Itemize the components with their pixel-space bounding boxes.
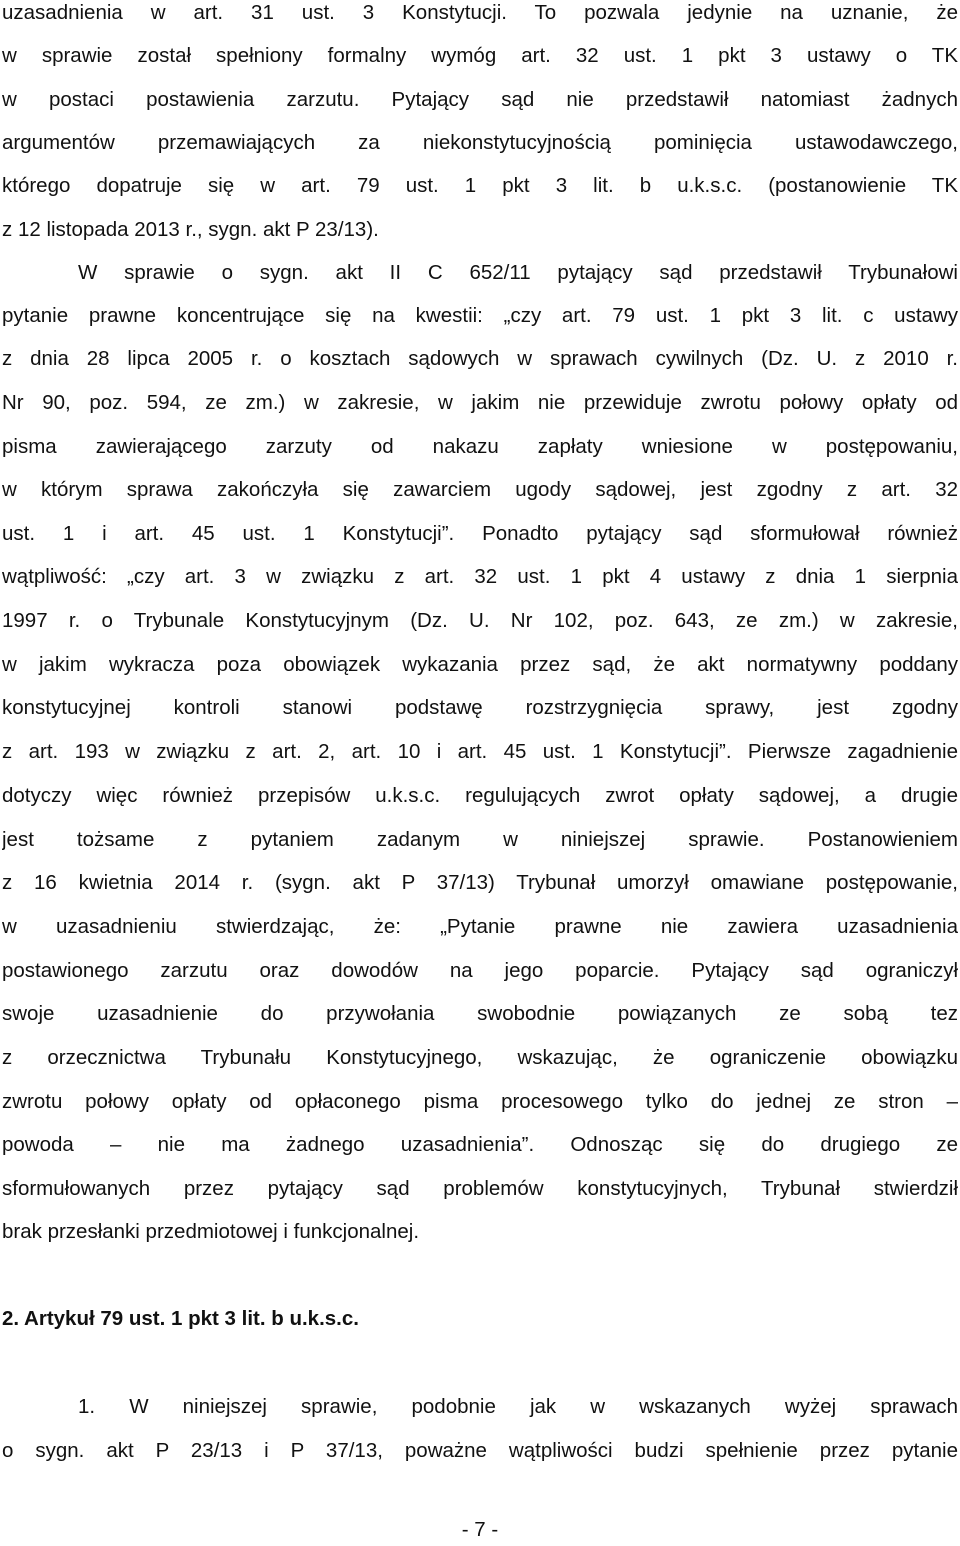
text-line: z art. 193 w związku z art. 2, art. 10 i art. 45 ust. 1 Konstytucji”. Pierwsze zagadnienie	[2, 740, 958, 763]
text-line: pisma zawierającego zarzuty od nakazu zapłaty wniesione w postępowaniu,	[2, 435, 958, 458]
text-line: swoje uzasadnienie do przywołania swobodnie powiązanych ze sobą tez	[2, 1002, 958, 1025]
text-line: z orzecznictwa Trybunału Konstytucyjnego, wskazując, że ograniczenie obowiązku	[2, 1046, 958, 1069]
text-line: dotyczy więc również przepisów u.k.s.c. regulujących zwrot opłaty sądowej, a drugie	[2, 784, 958, 807]
page-number: - 7 -	[461, 1518, 499, 1541]
text-line: z 16 kwietnia 2014 r. (sygn. akt P 37/13) Trybunał umorzył omawiane postępowanie,	[2, 871, 958, 894]
text-line: z 12 listopada 2013 r., sygn. akt P 23/13).	[2, 218, 379, 241]
text-line: z dnia 28 lipca 2005 r. o kosztach sądowych w sprawach cywilnych (Dz. U. z 2010 r.	[2, 347, 958, 370]
text-line: w sprawie został spełniony formalny wymóg art. 32 ust. 1 pkt 3 ustawy o TK	[2, 44, 958, 67]
text-line: postawionego zarzutu oraz dowodów na jego poparcie. Pytający sąd ograniczył	[2, 959, 958, 982]
text-line: pytanie prawne koncentrujące się na kwestii: „czy art. 79 ust. 1 pkt 3 lit. c ustawy	[2, 304, 958, 327]
text-line: konstytucyjnej kontroli stanowi podstawę rozstrzygnięcia sprawy, jest zgodny	[2, 696, 958, 719]
section-heading: 2. Artykuł 79 ust. 1 pkt 3 lit. b u.k.s.c.	[2, 1307, 359, 1330]
text-line: 1. W niniejszej sprawie, podobnie jak w wskazanych wyżej sprawach	[78, 1395, 958, 1418]
text-line: powoda – nie ma żadnego uzasadnienia”. Odnosząc się do drugiego ze	[2, 1133, 958, 1156]
text-line: 1997 r. o Trybunale Konstytucyjnym (Dz. U. Nr 102, poz. 643, ze zm.) w zakresie,	[2, 609, 958, 632]
text-line: brak przesłanki przedmiotowej i funkcjonalnej.	[2, 1220, 420, 1243]
text-line: jest tożsame z pytaniem zadanym w niniejszej sprawie. Postanowieniem	[2, 828, 958, 851]
text-line: Nr 90, poz. 594, ze zm.) w zakresie, w jakim nie przewiduje zwrotu połowy opłaty od	[2, 391, 958, 414]
text-line: w którym sprawa zakończyła się zawarciem ugody sądowej, jest zgodny z art. 32	[2, 478, 958, 501]
text-line: wątpliwość: „czy art. 3 w związku z art. 32 ust. 1 pkt 4 ustawy z dnia 1 sierpnia	[2, 565, 958, 588]
text-line: zwrotu połowy opłaty od opłaconego pisma procesowego tylko do jednej ze stron –	[2, 1090, 958, 1113]
text-line: uzasadnienia w art. 31 ust. 3 Konstytucji. To pozwala jedynie na uznanie, że	[2, 1, 958, 24]
text-line: argumentów przemawiających za niekonstytucyjnością pominięcia ustawodawczego,	[2, 131, 958, 154]
text-line: w uzasadnieniu stwierdzając, że: „Pytanie prawne nie zawiera uzasadnienia	[2, 915, 958, 938]
text-line: w postaci postawienia zarzutu. Pytający sąd nie przedstawił natomiast żadnych	[2, 88, 958, 111]
text-line: w jakim wykracza poza obowiązek wykazania przez sąd, że akt normatywny poddany	[2, 653, 958, 676]
text-line: W sprawie o sygn. akt II C 652/11 pytający sąd przedstawił Trybunałowi	[78, 261, 958, 284]
text-line: o sygn. akt P 23/13 i P 37/13, poważne wątpliwości budzi spełnienie przez pytanie	[2, 1439, 958, 1462]
text-line: sformułowanych przez pytający sąd problemów konstytucyjnych, Trybunał stwierdził	[2, 1177, 958, 1200]
text-line: którego dopatruje się w art. 79 ust. 1 pkt 3 lit. b u.k.s.c. (postanowienie TK	[2, 174, 958, 197]
text-line: ust. 1 i art. 45 ust. 1 Konstytucji”. Ponadto pytający sąd sformułował również	[2, 522, 958, 545]
